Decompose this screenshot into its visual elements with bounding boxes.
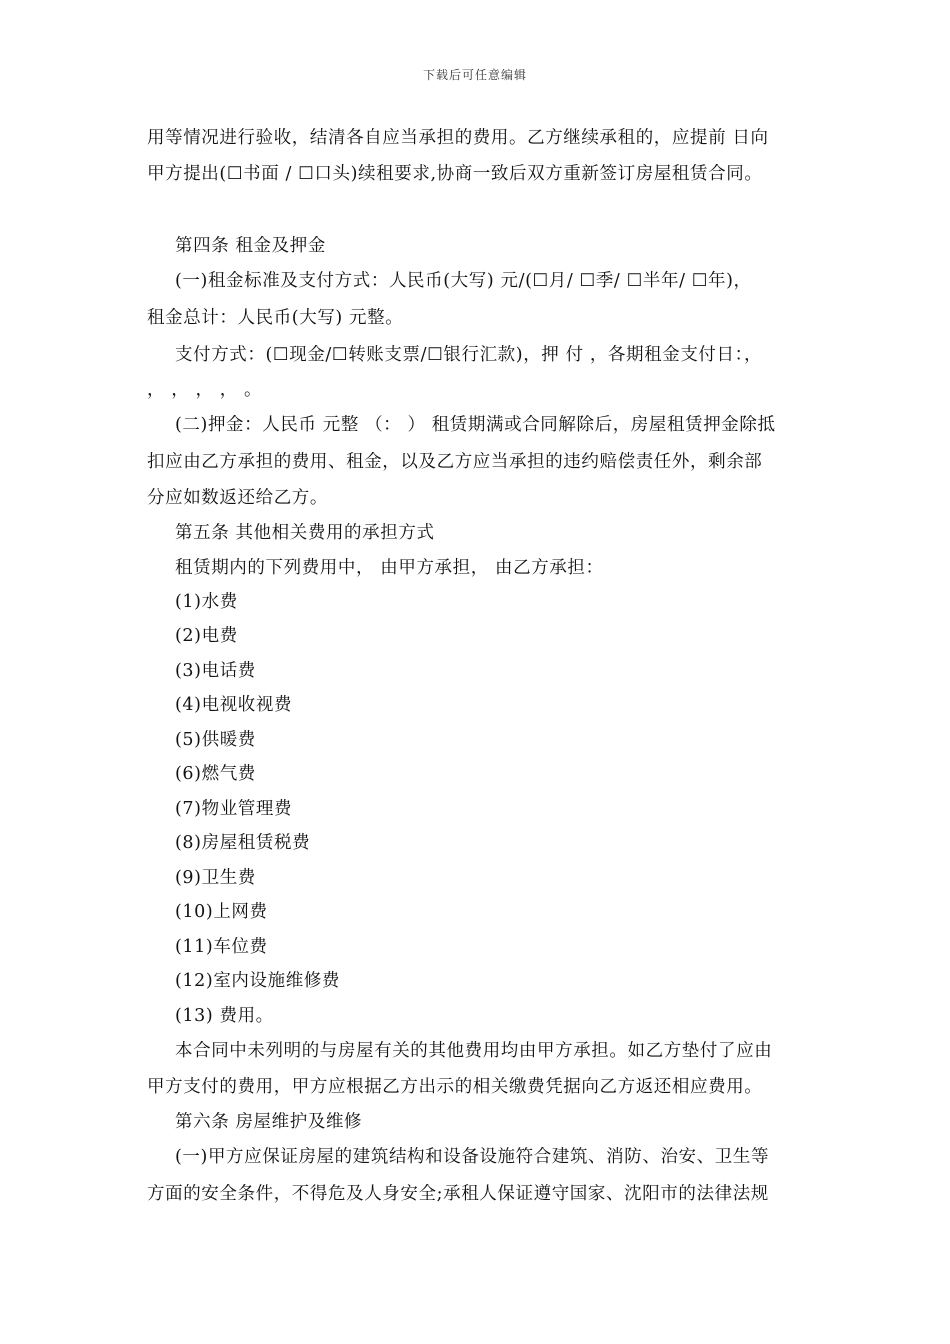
article-heading: 第六条 房屋维护及维修 <box>175 1112 363 1132</box>
body-line: ， ， ， ， 。 <box>147 380 263 400</box>
body-line: 用等情况进行验收，结清各自应当承担的费用。乙方继续承租的，应提前 日向 <box>147 128 769 148</box>
body-line: 支付方式：(☐现金/☐转账支票/☐银行汇款)，押 付 ，各期租金支付日：， <box>175 345 763 365</box>
body-line: 方面的安全条件，不得危及人身安全;承租人保证遵守国家、沈阳市的法律法规 <box>147 1184 769 1204</box>
article-heading: 第四条 租金及押金 <box>175 236 326 256</box>
body-line: (一)租金标准及支付方式：人民币(大写) 元/(☐月/ ☐季/ ☐半年/ ☐年)， <box>175 271 752 291</box>
list-item: (12)室内设施维修费 <box>175 971 341 991</box>
article-heading: 第五条 其他相关费用的承担方式 <box>175 523 435 543</box>
body-line: (二)押金：人民币 元整 （： ） 租赁期满或合同解除后，房屋租赁押金除抵 <box>175 415 776 435</box>
list-item: (4)电视收视费 <box>175 695 293 715</box>
list-item: (8)房屋租赁税费 <box>175 833 311 853</box>
body-line: 甲方支付的费用，甲方应根据乙方出示的相关缴费凭据向乙方返还相应费用。 <box>147 1077 763 1097</box>
list-item: (1)水费 <box>175 592 238 612</box>
body-line: (一)甲方应保证房屋的建筑结构和设备设施符合建筑、消防、治安、卫生等 <box>175 1147 770 1167</box>
body-line: 扣应由乙方承担的费用、租金，以及乙方应当承担的违约赔偿责任外，剩余部 <box>147 452 763 472</box>
list-item: (5)供暖费 <box>175 730 256 750</box>
list-item: (2)电费 <box>175 626 238 646</box>
list-item: (9)卫生费 <box>175 868 256 888</box>
body-line: 租赁期内的下列费用中， 由甲方承担， 由乙方承担： <box>175 558 604 578</box>
list-item: (10)上网费 <box>175 902 268 922</box>
body-line: 甲方提出(☐书面 / ☐口头)续租要求,协商一致后双方重新签订房屋租赁合同。 <box>147 164 763 184</box>
list-item: (11)车位费 <box>175 937 268 957</box>
list-item: (13) 费用。 <box>175 1006 274 1026</box>
page-header: 下载后可任意编辑 <box>422 68 527 82</box>
body-line: 本合同中未列明的与房屋有关的其他费用均由甲方承担。如乙方垫付了应由 <box>175 1041 773 1061</box>
body-line: 分应如数返还给乙方。 <box>147 488 328 508</box>
list-item: (6)燃气费 <box>175 764 256 784</box>
body-line: 租金总计：人民币(大写) 元整。 <box>147 308 404 328</box>
list-item: (3)电话费 <box>175 661 256 681</box>
list-item: (7)物业管理费 <box>175 799 293 819</box>
